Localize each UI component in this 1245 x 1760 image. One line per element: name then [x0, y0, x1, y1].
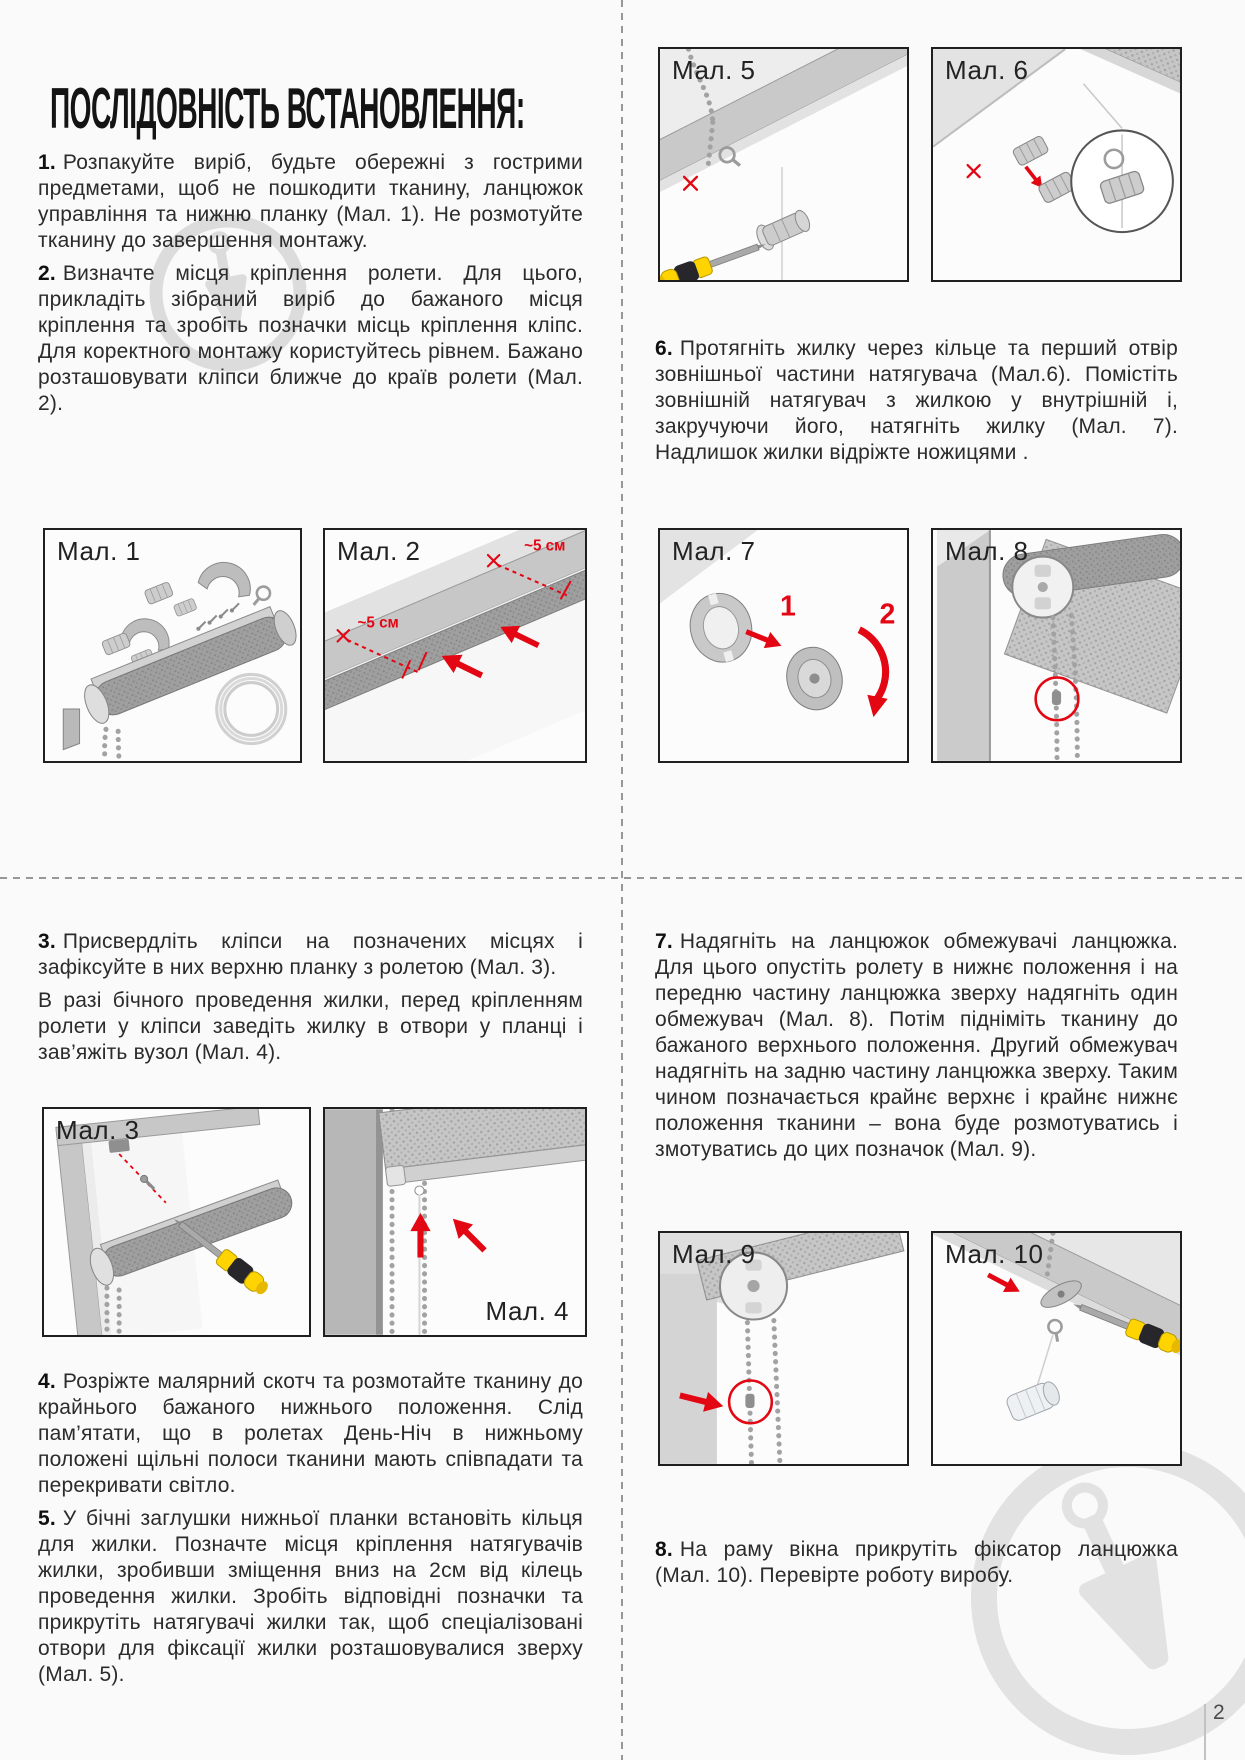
step-1	[38, 150, 583, 254]
figure-label: Мал. 5	[672, 55, 756, 85]
red-x-mark-icon	[684, 177, 697, 190]
figure-label: Мал. 6	[945, 55, 1029, 85]
figure-box-mal-4	[323, 1107, 587, 1337]
step-8-text: На раму вікна прикрутіть фіксатор ланцюжка (Мал. 10). Перевірте роботу виробу.	[655, 1538, 1178, 1587]
chain-limiter-bead	[745, 1394, 754, 1408]
cord-line	[1083, 84, 1122, 129]
step-6-number: 6.	[655, 337, 673, 360]
dimension-label: ~5 см	[524, 537, 566, 555]
window-frame-band	[325, 1109, 376, 1334]
tensioner-outer-part	[1012, 135, 1049, 166]
mounting-clip-icon	[197, 557, 256, 599]
bead-chain-icon	[747, 1323, 751, 1464]
step-3-text-2: В разі бічного проведення жилки, перед кріпленням ролети у кліпси заведіть жилку в отвори у планці і зав’яжіть вузол (Мал. 4).	[38, 989, 583, 1064]
figure-box-mal-8	[931, 528, 1182, 763]
tensioner-outer-part	[683, 586, 760, 669]
figure-box-mal-3	[42, 1107, 311, 1337]
page-title: ПОСЛІДОВНІСТЬ ВСТАНОВЛЕННЯ:	[50, 77, 525, 141]
step-3	[38, 929, 583, 981]
page-number-rule	[1204, 1704, 1206, 1760]
red-x-mark-icon	[968, 165, 980, 177]
figure-box-mal-6	[931, 47, 1182, 282]
figure-label: Мал. 2	[337, 536, 421, 566]
step-8	[655, 1537, 1178, 1589]
red-arrow-icon	[446, 1212, 492, 1258]
fold-cut-line-vertical	[621, 0, 623, 1760]
step-6-text: Протягніть жилку через кільце та перший отвір зовнішньої частини натягувача (Мал.6). Помістіть зовнішній натягувач з жилкою у внутрішній і, закручуючи його, натягніть жилку (Мал. 7). Надлишок жилки відріжте ножицями .	[655, 337, 1178, 464]
roller-tube-illustration	[78, 601, 300, 727]
bead-chain-icon	[118, 731, 119, 760]
step-2-text: Визначте місця кріплення ролети. Для цього, прикладіть зібраний виріб до бажаного місця кріплення та зробіть позначки місць кріплення кліпс. Для коректного монтажу користуйтесь рівнем. Бажано розташовувати кліпси ближче до країв ролети (Мал. 2).	[38, 262, 583, 415]
step-3-number: 3.	[38, 930, 56, 953]
step-1-text: Розпакуйте виріб, будьте обережні з гострими предметами, щоб не пошкодити тканину, ланцюжок управління та нижню планку (Мал. 1). Не розмотуйте тканину до завершення монтажу.	[38, 151, 583, 252]
figure-label: Мал. 9	[672, 1239, 756, 1269]
steps-1-2-block	[38, 150, 583, 424]
step-7	[655, 929, 1178, 1163]
side-bracket-icon	[63, 709, 79, 750]
figure-label: Мал. 8	[945, 536, 1029, 566]
figure-box-mal-5	[658, 47, 909, 282]
tensioner-inner-part	[780, 641, 849, 716]
eye-ring-icon	[1047, 1319, 1064, 1343]
step-4-number: 4.	[38, 1370, 56, 1393]
step-7-block	[655, 929, 1178, 1170]
step-marker: 1	[779, 590, 796, 623]
step-7-number: 7.	[655, 930, 673, 953]
step-2	[38, 261, 583, 417]
screwdriver-icon	[660, 235, 769, 280]
rotation-arrow-head	[867, 695, 887, 717]
figure-label: Мал. 1	[57, 536, 141, 566]
cord-line	[1037, 1335, 1053, 1388]
step-8-block	[655, 1537, 1178, 1596]
step-6	[655, 336, 1178, 466]
fold-cut-line-horizontal	[0, 877, 1245, 879]
step-marker: 2	[879, 598, 896, 631]
chain-limiter-bead	[1052, 691, 1061, 705]
red-arrow-icon	[410, 1213, 430, 1258]
figure-label: Мал. 7	[672, 536, 756, 566]
line-coil-icon	[217, 674, 286, 743]
figure-box-mal-1	[43, 528, 302, 763]
fabric-roll-illustration	[1060, 49, 1180, 106]
mechanism-part	[173, 598, 197, 617]
figure-label: Мал. 4	[485, 1296, 569, 1326]
step-3-text: Присвердліть кліпси на позначених місцях і зафіксуйте в них верхню планку з ролетою (Мал. 3).	[38, 930, 583, 979]
rotation-arrow-icon	[859, 630, 885, 701]
step-7-text: Надягніть на ланцюжок обмежувачі ланцюжка. Для цього опустіть ролету в нижнє положення і на передню частину ланцюжка зверху надягніть один обмежувач (Мал. 8). Потім підніміть тканину до бажаного верхнього положення. Другий обмежувач надягніть на задню частину ланцюжка зверху. Таким чином позначається крайнє верхнє і крайнє нижнє положення тканини – вона буде розмотуватись і змотуватись до цих позначок (Мал. 9).	[655, 930, 1178, 1161]
step-5-number: 5.	[38, 1507, 56, 1530]
step-4-text: Розріжте малярний скотч та розмотайте тканину до крайнього бажаного нижнього положення. Слід пам’ятати, що в ролетах День-Ніч в нижньому положені щільні полоси тканини мають співпадати та перекривати світло.	[38, 1370, 583, 1497]
figure-box-mal-9	[658, 1231, 909, 1466]
step-3-continued	[38, 988, 583, 1066]
fabric-and-bottom-bar	[379, 1109, 585, 1186]
tensioner-clear-part	[1005, 1379, 1063, 1423]
figure-box-mal-7	[658, 528, 909, 763]
figure-label: Мал. 3	[56, 1115, 140, 1145]
line-hole-icon	[415, 1186, 424, 1195]
step-2-number: 2.	[38, 262, 56, 285]
step-1-number: 1.	[38, 151, 56, 174]
step-3-block	[38, 929, 583, 1073]
bead-chain-icon	[105, 729, 106, 760]
mechanism-part	[144, 582, 174, 605]
step-5-text: У бічні заглушки нижньої планки встановіть кільця для жилки. Позначте місця кріплення натягувачів жилки, зробивши зміщення вниз на 2см від кілець проведення жилки. Зробіть відповідні позначки та прикрутіть натягувачі жилки так, щоб спеціалізовані отвори для фіксації жилки розташовувалися зверху (Мал. 5).	[38, 1507, 583, 1686]
step-5	[38, 1506, 583, 1688]
step-4	[38, 1369, 583, 1499]
figure-box-mal-10	[931, 1231, 1182, 1466]
step-8-number: 8.	[655, 1538, 673, 1561]
eye-ring-icon	[249, 584, 273, 609]
bead-chain-icon	[774, 1321, 780, 1464]
figure-box-mal-2	[323, 528, 587, 763]
dimension-label: ~5 см	[357, 614, 399, 632]
page-number: 2	[1213, 1701, 1225, 1724]
steps-4-5-block	[38, 1369, 583, 1695]
figure-label: Мал. 10	[945, 1239, 1044, 1269]
mechanism-part	[101, 632, 131, 655]
step-6-block	[655, 336, 1178, 473]
